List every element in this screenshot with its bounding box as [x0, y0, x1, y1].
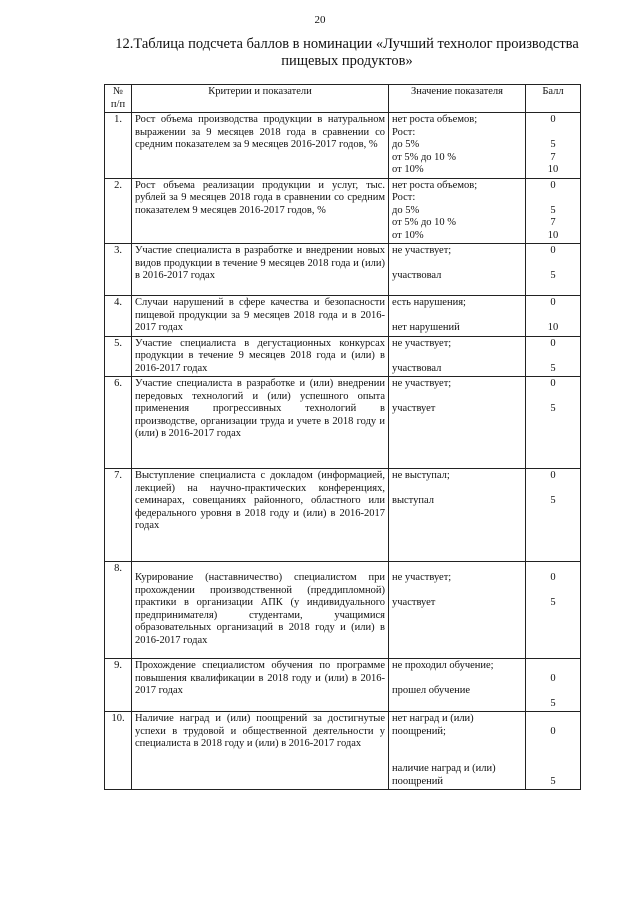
value-line: [392, 310, 522, 323]
score-line: [529, 192, 577, 205]
score-line: [529, 127, 577, 140]
row-criteria: Прохождение специалистом обучения по программе повышения квалификации в 2018 году и (или) в 2016-2017 годах: [132, 659, 389, 712]
score-line: 10: [547, 322, 559, 333]
value-line: участвует: [392, 403, 436, 414]
row-criteria: Рост объема производства продукции в натуральном выражении за 9 месяцев 2018 года в сравнении со средним показателем за 9 месяцев 2016-2017 годов, %: [132, 113, 389, 179]
score-line: [529, 751, 577, 764]
value-line: [392, 391, 522, 404]
header-criteria: Критерии и показатели: [132, 85, 389, 113]
value-line: не участвует;: [392, 572, 452, 583]
score-line: 0: [550, 114, 556, 125]
score-line: [529, 713, 577, 726]
page-number: 20: [314, 14, 326, 26]
row-number: 3.: [105, 244, 132, 296]
table-row: [105, 659, 581, 712]
value-line: Рост:: [392, 126, 416, 138]
row-values: [389, 296, 526, 337]
row-scores: [526, 377, 581, 469]
row-scores: [526, 562, 581, 659]
row-values: [389, 244, 526, 296]
score-line: [529, 310, 577, 323]
score-line: 10: [547, 229, 559, 241]
table-row: [105, 562, 581, 659]
score-line: [529, 483, 577, 496]
value-line: поощрений;: [392, 725, 446, 737]
row-number: 6.: [105, 377, 132, 469]
row-values: [389, 178, 526, 244]
row-values: [389, 113, 526, 179]
score-line: [529, 258, 577, 271]
row-values: [389, 659, 526, 712]
score-line: 0: [550, 297, 556, 308]
header-number: № п/п: [105, 85, 132, 113]
score-line: 5: [550, 204, 556, 216]
header-value: Значение показателя: [389, 85, 526, 113]
table-row: [105, 377, 581, 469]
score-line: 5: [550, 270, 556, 281]
value-line: нет наград и (или): [392, 713, 474, 724]
row-criteria: Курирование (наставничество) специалистом при прохождении производственной (преддипломной) практики в организации АПК (у индивидуального предпринимателя) студентами, учащимися образовательных организаций в 2018 году и (или) в 2016-2017 годах: [132, 562, 389, 659]
score-line: 0: [550, 179, 556, 191]
row-values: [389, 377, 526, 469]
row-number: 5.: [105, 336, 132, 377]
score-line: 0: [550, 378, 556, 389]
value-line: [392, 585, 522, 598]
row-number: 7.: [105, 469, 132, 562]
value-line: [392, 673, 522, 686]
row-values: [389, 712, 526, 790]
table-row: [105, 178, 581, 244]
row-scores: [526, 244, 581, 296]
row-criteria: Наличие наград и (или) поощрений за достигнутые успехи в трудовой и общественной деятельности у специалиста в 2018 году и (или) в 2016-2017 годах: [132, 712, 389, 790]
value-line: поощрений: [392, 775, 443, 787]
table-row: [105, 113, 581, 179]
score-line: 5: [550, 495, 556, 506]
score-line: 5: [550, 775, 556, 787]
row-scores: [526, 659, 581, 712]
row-criteria: Случаи нарушений в сфере качества и безопасности пищевой продукции за 9 месяцев 2018 года и в 2016-2017 годах: [132, 296, 389, 337]
value-line: до 5%: [392, 204, 420, 216]
value-line: не проходил обучение;: [392, 660, 494, 671]
row-values: [389, 562, 526, 659]
value-line: от 5% до 10 %: [392, 151, 457, 163]
value-line: нет роста объемов;: [392, 179, 478, 191]
row-scores: [526, 178, 581, 244]
row-scores: [526, 336, 581, 377]
score-line: 5: [550, 697, 556, 709]
table-row: [105, 296, 581, 337]
value-line: нет роста объемов;: [392, 114, 478, 125]
value-line: не участвует;: [392, 337, 452, 349]
score-line: 5: [550, 597, 556, 608]
value-line: не участвует;: [392, 378, 452, 389]
row-number: 2.: [105, 178, 132, 244]
row-values: [389, 336, 526, 377]
score-line: [529, 391, 577, 404]
table-body: [105, 113, 581, 790]
score-line: [529, 660, 577, 673]
value-line: [392, 483, 522, 496]
value-line: Рост:: [392, 192, 416, 203]
score-line: 0: [550, 470, 556, 481]
row-criteria: Рост объема реализации продукции и услуг, тыс. рублей за 9 месяцев 2018 года в сравнении со средним показателем 9 месяцев 2016-2017 годов, %: [132, 178, 389, 244]
row-criteria: Выступление специалиста с докладом (информацией, лекцией) на научно-практических конференциях, семинарах, совещаниях районного, областного или федерального уровня в 2018 году и (или) в 2016-2017 годах: [132, 469, 389, 562]
score-table: [104, 84, 581, 790]
score-line: [529, 350, 577, 363]
row-criteria: Участие специалиста в разработке и внедрении новых видов продукции в течение 9 месяцев 2018 года и (или) в 2016-2017 годах: [132, 244, 389, 296]
score-line: 0: [550, 337, 556, 349]
row-number: 9.: [105, 659, 132, 712]
value-line: от 10%: [392, 164, 424, 175]
score-line: 0: [550, 245, 556, 256]
score-line: 5: [550, 362, 556, 374]
row-criteria: Участие специалиста в дегустационных конкурсах продукции в течение 9 месяцев 2018 года и (или) в 2016-2017 годах: [132, 336, 389, 377]
header-score: Балл: [526, 85, 581, 113]
value-line: [392, 350, 522, 363]
score-line: [529, 685, 577, 698]
row-criteria: Участие специалиста в разработке и (или) внедрении передовых технологий и (или) успешного опыта применения прогрессивных технологий в производстве, организации труда и учете в 2018 году и (или) в 2016-2017 годах: [132, 377, 389, 469]
table-row: [105, 336, 581, 377]
score-line: 0: [550, 725, 556, 737]
value-line: участвует: [392, 597, 436, 608]
value-line: есть нарушения;: [392, 297, 466, 308]
value-line: не выступал;: [392, 470, 450, 481]
row-number: 1.: [105, 113, 132, 179]
document-title: 12.Таблица подсчета баллов в номинации «Лучший технолог производства пищевых продуктов»: [115, 36, 579, 69]
value-line: прошел обучение: [392, 685, 471, 696]
score-line: 7: [550, 151, 556, 163]
table-row: [105, 712, 581, 790]
value-line: нет нарушений: [392, 322, 460, 333]
value-line: наличие наград и (или): [392, 763, 496, 774]
value-line: до 5%: [392, 139, 420, 150]
score-line: 0: [550, 672, 556, 684]
score-line: [529, 763, 577, 776]
row-scores: [526, 113, 581, 179]
score-line: 5: [550, 403, 556, 414]
value-line: [392, 258, 522, 271]
score-line: 5: [550, 139, 556, 150]
value-line: [392, 738, 522, 751]
value-line: от 5% до 10 %: [392, 217, 457, 228]
row-scores: [526, 296, 581, 337]
row-values: [389, 469, 526, 562]
value-line: от 10%: [392, 229, 424, 241]
row-scores: [526, 712, 581, 790]
row-number: 4.: [105, 296, 132, 337]
score-line: [529, 738, 577, 751]
table-row: [105, 244, 581, 296]
score-line: 0: [550, 572, 556, 583]
value-line: [392, 751, 522, 764]
table-row: [105, 469, 581, 562]
value-line: участвовал: [392, 362, 442, 374]
value-line: участвовал: [392, 270, 442, 281]
table-header-row: [105, 85, 581, 113]
score-line: [529, 585, 577, 598]
value-line: не участвует;: [392, 245, 452, 256]
row-number: 10.: [105, 712, 132, 790]
row-number: 8.: [105, 562, 132, 659]
score-line: 7: [550, 217, 556, 228]
score-line: 10: [547, 164, 559, 175]
row-scores: [526, 469, 581, 562]
value-line: выступал: [392, 495, 434, 506]
